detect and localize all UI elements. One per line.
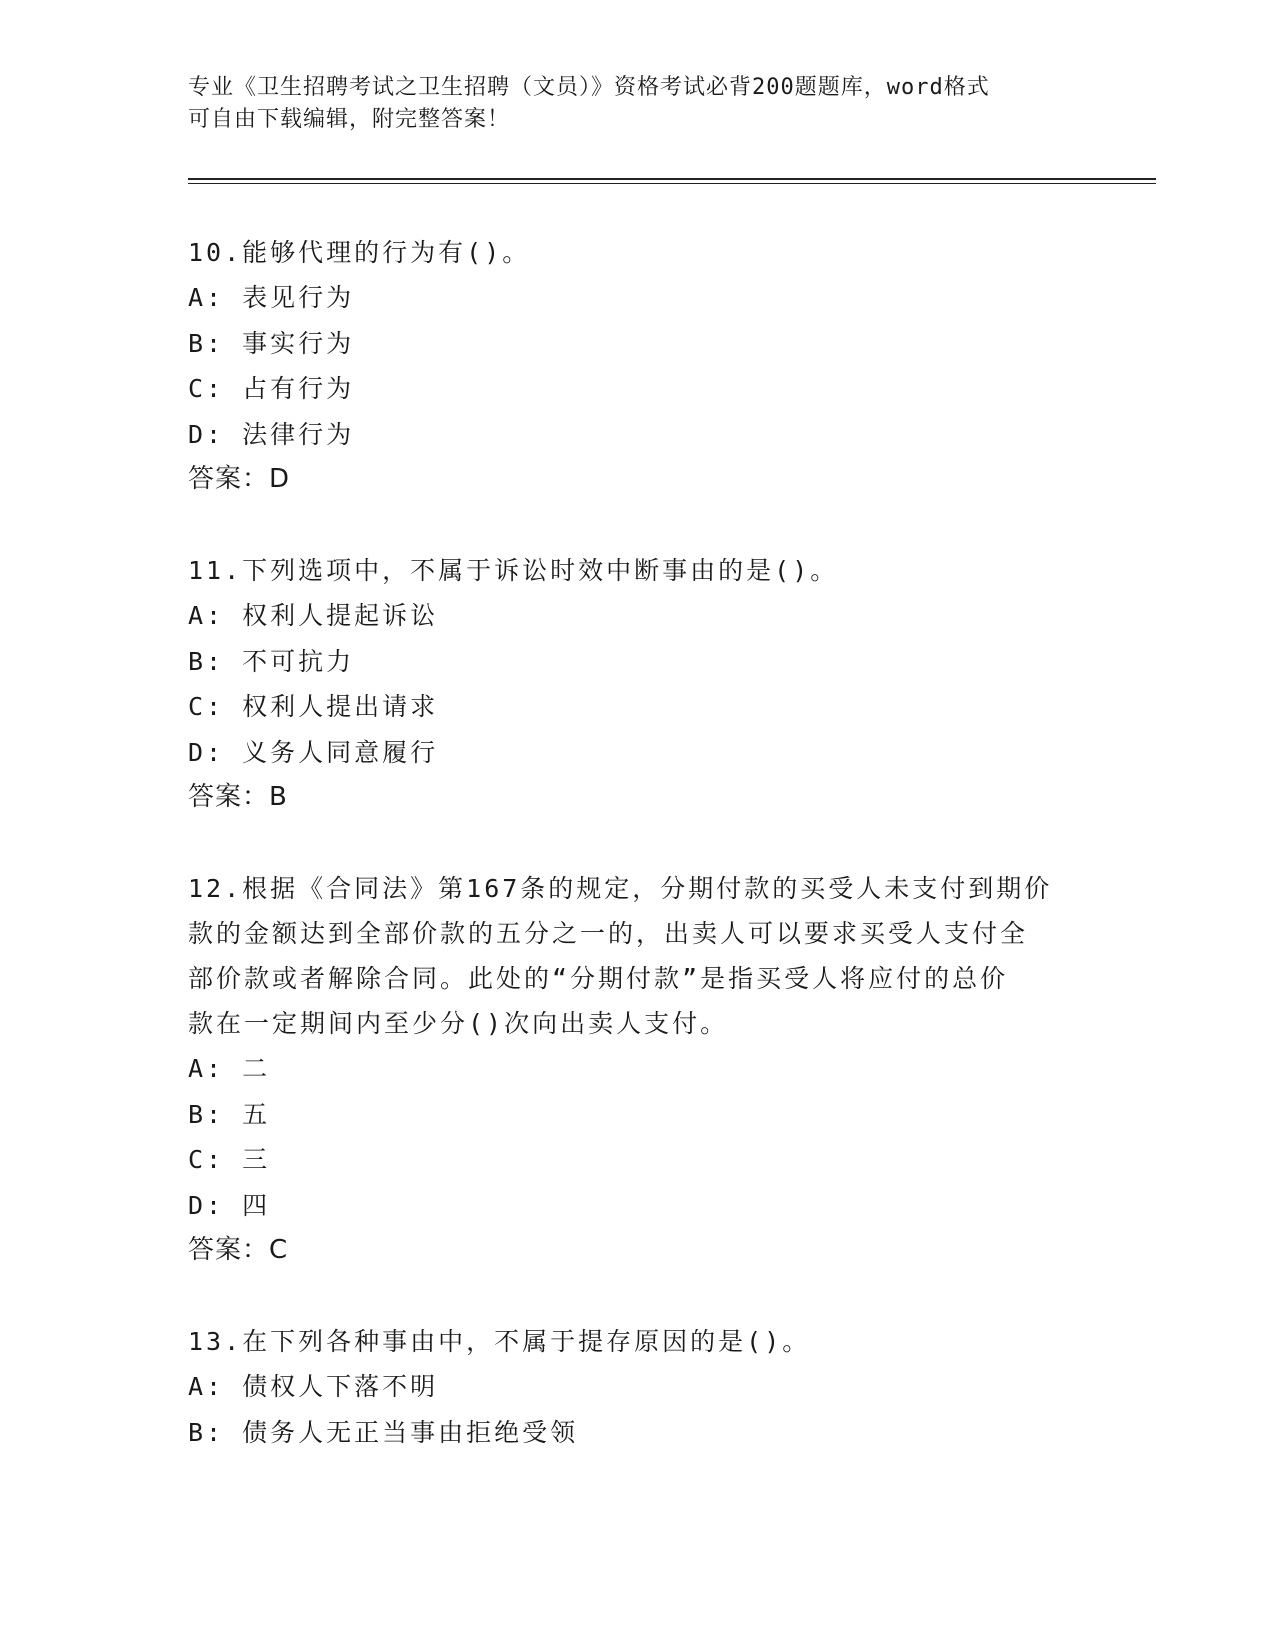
header-line-1: 专业《卫生招聘考试之卫生招聘（文员）》资格考试必背200题题库，word格式 — [188, 75, 990, 100]
question-text: 10.能够代理的行为有()。 — [188, 238, 531, 267]
question-text: 11.下列选项中，不属于诉讼时效中断事由的是()。 — [188, 556, 839, 585]
answer-label: 答案：B — [188, 782, 288, 812]
header-divider-bottom — [188, 183, 1156, 184]
question-10 — [188, 230, 1088, 502]
option-a: A: 表见行为 — [188, 283, 355, 312]
option-d: D: 法律行为 — [188, 419, 355, 449]
header-line-2: 可自由下载编辑，附完整答案！ — [188, 107, 511, 132]
option-b: B: 债务人无正当事由拒绝受领 — [188, 1417, 579, 1447]
option-c: C: 占有行为 — [188, 374, 355, 403]
question-12 — [188, 866, 1088, 1273]
option-d: D: 四 — [188, 1190, 271, 1220]
answer-label: 答案：D — [188, 464, 291, 494]
option-b: B: 不可抗力 — [188, 646, 355, 676]
option-a: A: 二 — [188, 1054, 271, 1083]
question-11 — [188, 548, 1088, 820]
option-b: B: 事实行为 — [188, 328, 355, 358]
question-text-line-1: 12.根据《合同法》第167条的规定，分期付款的买受人未支付到期价 — [188, 874, 1053, 903]
question-text-line-2: 款的金额达到全部价款的五分之一的，出卖人可以要求买受人支付全 — [188, 919, 1029, 948]
option-c: C: 权利人提出请求 — [188, 692, 439, 721]
question-text-line-3: 部价款或者解除合同。此处的“分期付款”是指买受人将应付的总价 — [188, 964, 1009, 993]
option-c: C: 三 — [188, 1145, 271, 1174]
question-text: 13.在下列各种事由中，不属于提存原因的是()。 — [188, 1327, 811, 1356]
option-d: D: 义务人同意履行 — [188, 737, 439, 767]
option-a: A: 权利人提起诉讼 — [188, 601, 439, 630]
answer-label: 答案：C — [188, 1235, 289, 1265]
option-b: B: 五 — [188, 1099, 271, 1129]
document-header — [188, 72, 1068, 136]
option-a: A: 债权人下落不明 — [188, 1372, 439, 1401]
question-list — [188, 230, 1088, 1501]
question-text-line-4: 款在一定期间内至少分()次向出卖人支付。 — [188, 1009, 729, 1038]
header-divider-top — [188, 178, 1156, 180]
question-13 — [188, 1319, 1088, 1455]
